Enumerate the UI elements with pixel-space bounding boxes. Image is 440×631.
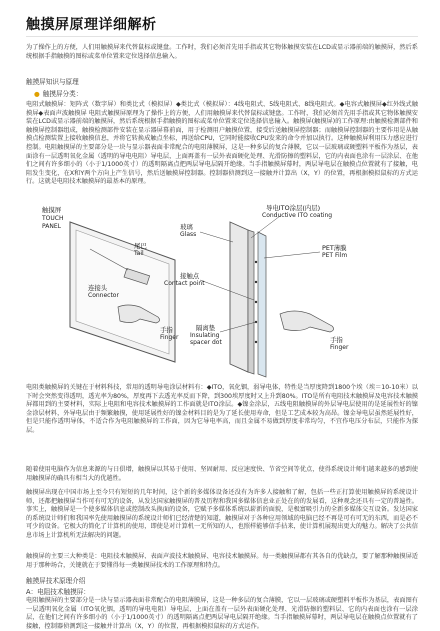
resistive-paragraph: 电阻触摸屏的主要部分是一块与显示器表面非常配合的电阻薄膜屏，这是一种多层的复合薄膜，它以一层玻璃或硬塑料平板作为基层，表面图有一层透明氧化金属（ITO氧化铟，透明的导电电阻）导电层，上面在盖有一层外表面硬化处理、光滑防擦的塑料层、它的内表面也涂有一层涂层，在他们之间有许多细小的（小于1/1000英寸）的透明隔离点把两层导电层隔开绝缘。当手指触摸屏幕时，两层导电层在触摸点位置就有了接触，控制器侦测到这一接触并计算出（X，Y）的位置，再根据模拟鼠标的方式运作。 — [26, 597, 418, 630]
label-contact-cn: 接触点 — [180, 272, 200, 280]
label-pet-cn: PET薄膜 — [322, 244, 347, 252]
label-contact-en: Contact point — [164, 280, 205, 287]
label-finger2-en: Finger — [330, 344, 349, 351]
label-touch-panel-en2: PANEL — [42, 223, 61, 230]
touch-panel-illustration — [70, 222, 175, 362]
label-finger2-cn: 手指 — [330, 336, 343, 344]
label-glass-cn: 玻璃 — [180, 223, 193, 231]
history-paragraph: 随着使用电脑作为信息来源的与日俱增，触摸屏以其易于使用、坚固耐用、反应速度快、节省空间等优点，使得系统设计师们越来越多的感到使用触摸屏的确具有相当大的优越性。 — [26, 466, 418, 482]
label-ito-cn: 导电ITO涂层(内层) — [266, 204, 321, 212]
label-ito-en: Conductive ITO coating — [262, 212, 333, 219]
label-touch-panel-cn: 触摸屏 — [42, 206, 62, 214]
section-heading-resistive: A：电阻技术触摸屏： — [26, 588, 90, 596]
label-pet-en: PET Film — [322, 252, 348, 259]
title-divider — [26, 36, 418, 37]
label-connector-cn: 连接头 — [88, 284, 108, 292]
page-title: 触摸屏原理详细解析 — [26, 17, 157, 33]
touch-panel-diagram — [30, 202, 410, 377]
label-spacer-cn: 隔离垫 — [196, 324, 216, 332]
layer-stack-illustration — [200, 216, 334, 377]
material-paragraph: 电阻类触摸屏的关键在于材料科技，常用的透明导电涂层材料有：◆ITO，氧化铟，弱导电体，特性是当厚度降到1800个埃（埃＝10-10米）以下时会突然变得透明，透光率为80%，厚度再下去透光率反而下降，到300埃厚度时又上升到80%。ITO是所有电阻技术触摸屏及电容技术触摸屏都用到的主要材料，实际上电阻和电容技术触摸屏的工作面就是ITO涂层。◆镍金涂层，五线电阻触摸屏的外层导电层使用的是延展性好的镍金涂层材料，外导电层由于频繁触摸，使用延展性好的镍金材料目的是为了延长使用寿命，但是工艺成本较为高昂。镍金导电层虽然延展性好，但是只能作透明导体，不适合作为电阻触摸屏的工作面，因为它导电率高，而且金属不易做到厚度非常均匀，不宜作电压分布层，只能作为探层。 — [26, 384, 418, 434]
label-connector-en: Connector — [88, 292, 119, 299]
label-tail-cn: 尾巴 — [134, 242, 147, 250]
types-paragraph: 电阻式触摸屏：矩阵式（数字屏）和类比式（模拟屏）◆类比式（模拟屏）：4线电阻式、5线电阻式、8线电阻式。◆电容式触摸屏◆红外线式触摸屏◆表面声波触摸屏 电阻式触摸屏原理为了操作上的方便，人们用触摸屏来代替鼠标或键盘。工作时，我们必须首先用手指或其它物体触摸安装在LCD或显示器前端的触摸屏，然后系统根据手指触摸的图标或菜单位置来定位选择信息输入。触摸屏(触摸屏)的工作原理:由触摸检测部件和触摸屏控制器组成，触摸检测部件安装在显示器屏幕前面，用于检测用户触摸位置，接受后送触摸屏控制器；而触摸屏控制器的主要作用是从触摸点检测装置上接收触摸信息，并将它转换成触点坐标，再送给CPU，它同时能接收CPU发来的命令并加以执行。这种触摸屏利用压力感应进行控制。电阻触摸屏的主要部分是一块与显示器表面非常配合的电阻薄膜屏，这是一种多层的复合薄膜，它以一层玻璃或硬塑料平板作为基层，表面涂有一层透明氧化金属（透明的导电电阻）导电层，上面再盖有一层外表面硬化处理、光滑防擦的塑料层，它的内表面也涂有一层涂层、在他们之间有许多细小的（小于1/1000英寸）的透明隔离点把两层导电层隔开绝缘。当手指触摸屏幕时，两层导电层在触摸点位置就有了接触，电阻发生变化，在X和Y两个方向上产生信号，然后送触摸屏控制器。控制器侦测到这一接触并计算出（X，Y）的位置，再根据模拟鼠标的方式运行。这就是电阻技术触摸屏的最基本的原理。 — [26, 101, 418, 186]
label-spacer-en2: spacer dot — [190, 339, 222, 346]
intro-paragraph: 为了操作上的方便，人们用触摸屏来代替鼠标或键盘。工作时，我们必须首先用手指或其它物体触摸安装在LCD或显示器前端的触摸屏，然后系统根据手指触摸的图标或菜单位置来定位选择信息输入。 — [26, 44, 418, 60]
trend-paragraph: 触摸屏出现在中国市场上至今只有短短的几年时间，这个新的多媒体设备还没有为许多人接触和了解，包括一些正打算使用触摸屏的系统设计师，还都把触摸屏当作可有可无的设备，从发达国家触摸屏的普及历程和我国多媒体信息业正处在的的发展看，这种观念还具有一定的普遍性。事实上，触摸屏是一个使多媒体信息或控制改头换面的设备，它赋予多媒体系统以崭新的面貌，是极富吸引力的全新多媒体交互设备。发达国家的系统设计师们和我国率先使用触摸屏的系统设计师们已经清楚的知道，触摸屏对于各种应用领域的电脑已经不再是可有可无的东西，而是必不可少的设备。它极大的简化了计算机的使用，即使是对计算机一无所知的人，也照样能够信手拈来，使计算机展现出更大的魅力。解决了公共信息市场上计算机所无法解决的问题。 — [26, 489, 418, 539]
label-finger-en: Finger — [160, 334, 179, 341]
bullet-label: 触摸屏分类： — [42, 90, 83, 98]
label-tail-en: Tail — [134, 250, 144, 257]
label-finger-cn: 手指 — [160, 326, 173, 334]
touch-panel-diagram-svg — [30, 202, 410, 377]
section-heading-knowledge: 触摸屏知识与原理 — [26, 78, 79, 86]
finger-right-icon — [280, 311, 334, 332]
bullet-touch-types — [34, 88, 82, 98]
types2-paragraph: 触摸屏的主要三大种类是：电阻技术触摸屏、表面声波技术触摸屏、电容技术触摸屏。每一类触摸屏都有其各自的优缺点，要了解那种触摸屏适用于那种场合，关键就在于要懂得每一类触摸屏技术的工作原理和特点。 — [26, 553, 418, 569]
label-glass-en: Glass — [180, 231, 197, 238]
label-spacer-en1: Insulating — [190, 332, 220, 339]
bullet-icon: ● — [34, 90, 40, 98]
section-heading-principle: 触摸屏技术原理介绍 — [26, 577, 86, 585]
label-touch-panel-en1: TOUCH — [42, 215, 64, 222]
